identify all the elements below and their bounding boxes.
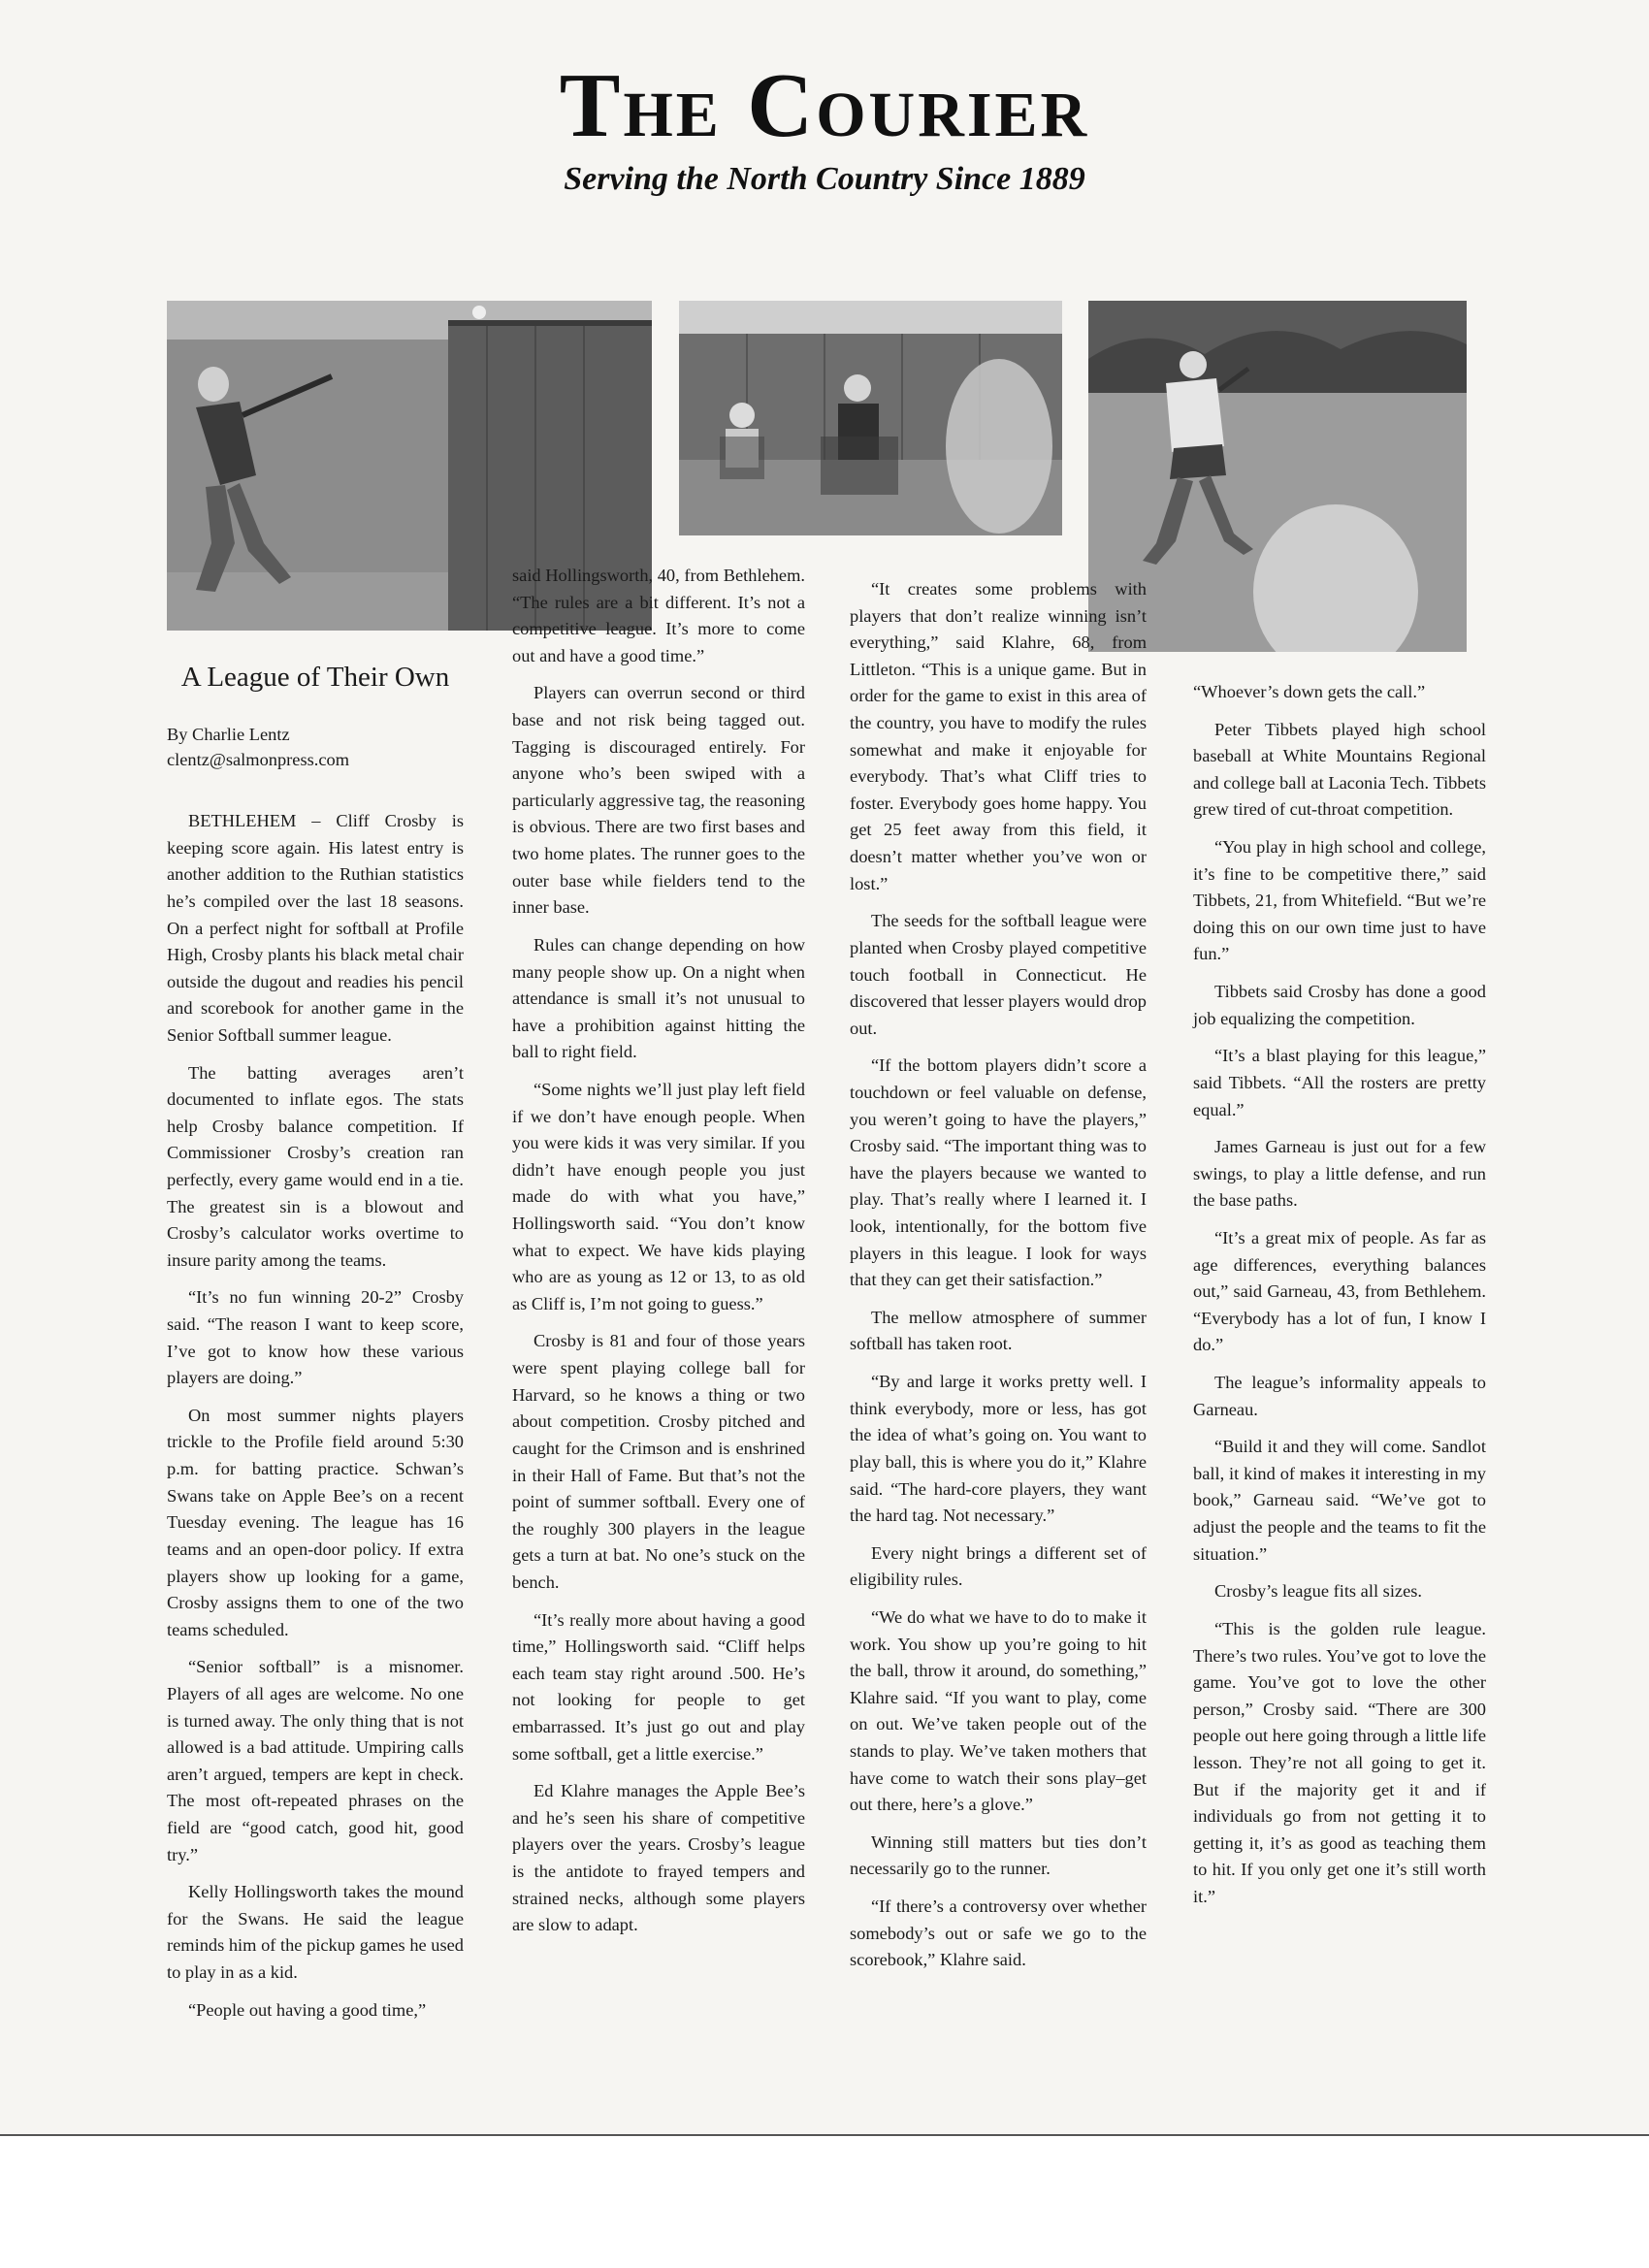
- article-paragraph: “If there’s a controversy over whether somebody’s out or safe we go to the scorebook,” Klahre said.: [850, 1896, 1147, 1970]
- article-paragraph: Crosby’s league fits all sizes.: [1214, 1581, 1423, 1602]
- article-paragraph: “Senior softball” is a misnomer. Players of all ages are welcome. No one is turned away. The only thing that is not allowed is a bad attitude. Umpiring calls aren’t argued, tempers are kept in check. The most oft-repeated phrases on the field are “good catch, good hit, good try.”: [167, 1657, 464, 1864]
- article-column-1: [167, 660, 464, 2034]
- article-column-3: [850, 576, 1147, 1985]
- article-paragraph: The mellow atmosphere of summer softball has taken root.: [850, 1307, 1147, 1354]
- article-author-email: clentz@salmonpress.com: [167, 750, 350, 770]
- article-paragraph: “This is the golden rule league. There’s two rules. You’ve got to love the game. You’ve got to love the other person,” Crosby said. “There are 300 people out here going through a little life lesson. They’re not all going to get it. But if the majority get it and if individuals go from not getting it to getting it, it’s as good as teaching them to hit. If you only get one it’s still worth it.”: [1193, 1618, 1486, 1906]
- article-paragraph: Every night brings a different set of eligibility rules.: [850, 1542, 1147, 1590]
- article-column-2: [512, 563, 805, 1950]
- article-paragraph: “By and large it works pretty well. I think everybody, more or less, has got the idea of what’s going on. You want to play ball, this is where you do it,” Klahre said. “The hard-core players, they want the hard tag. Not necessary.”: [850, 1372, 1147, 1526]
- column-body-1: [167, 808, 464, 2024]
- article-paragraph: BETHLEHEM – Cliff Crosby is keeping score again. His latest entry is another addition to the Ruthian statistics he’s compiled over the last 18 seasons. On a perfect night for softball at Profile High, Crosby plants his black metal chair outside the dugout and readies his pencil and scorebook for another game in the Senior Softball summer league.: [167, 811, 464, 1045]
- article-paragraph: Peter Tibbets played high school baseball at White Mountains Regional and college ball at Laconia Tech. Tibbets grew tired of cut-throat competition.: [1193, 719, 1486, 820]
- article-paragraph: “If the bottom players didn’t score a touchdown or feel valuable on defense, you weren’t going to have the players,” Crosby said. “The important thing was to have the players because we wanted to play. That’s really where I learned it. I look, intentionally, for the bottom five players in this league. I look for ways that they can get their satisfaction.”: [850, 1055, 1147, 1290]
- article-paragraph: Winning still matters but ties don’t necessarily go to the runner.: [850, 1831, 1147, 1879]
- article-paragraph: The batting averages aren’t documented to inflate egos. The stats help Crosby balance competition. If Commissioner Crosby’s creation ran perfectly, every game would end in a tie. The greatest sin is a blowout and Crosby’s calculator works overtime to insure parity among the teams.: [167, 1062, 464, 1270]
- masthead-tagline: Serving the North Country Since 1889: [564, 161, 1085, 197]
- article-headline: A League of Their Own: [180, 662, 450, 693]
- column-body-4: [1193, 679, 1486, 1911]
- article-paragraph: “It’s really more about having a good time,” Hollingsworth said. “Cliff helps each team stay right around .500. He’s not looking for people to get embarrassed. It’s just go out and play some softball, get a little exercise.”: [512, 1609, 805, 1764]
- article-paragraph: “We do what we have to do to make it work. You show up you’re going to hit the ball, throw it around, do something,” Klahre said. “If you want to play, come on out. We’ve taken people out of the stands to play. We’ve taken mothers that have come to watch their sons play–get out there, here’s a glove.”: [850, 1606, 1147, 1815]
- article-paragraph: Ed Klahre manages the Apple Bee’s and he’s seen his share of competitive players over the years. Crosby’s league is the antidote to frayed tempers and strained necks, although some players are slow to adapt.: [512, 1781, 805, 1935]
- article-paragraph: Rules can change depending on how many people show up. On a night when attendance is small it’s not unusual to have a prohibition against hitting the ball to right field.: [512, 934, 805, 1062]
- column-body-3: [850, 576, 1147, 1974]
- article-paragraph: Players can overrun second or third base and not risk being tagged out. Tagging is discouraged entirely. For anyone who’s been swiped with a particularly aggressive tag, the reasoning is obvious. There are two first bases and two home plates. The runner goes to the outer base while fielders tend to the inner base.: [512, 683, 805, 918]
- article-paragraph: Tibbets said Crosby has done a good job equalizing the competition.: [1193, 982, 1486, 1028]
- masthead: [0, 55, 1649, 198]
- article-paragraph: Crosby is 81 and four of those years were spent playing college ball for Harvard, so he knows a thing or two about competition. Crosby pitched and caught for the Crimson and is enshrined in their Hall of Fame. But that’s not the point of summer softball. Every one of the roughly 300 players in the league gets a turn at bat. No one’s stuck on the bench.: [512, 1331, 805, 1592]
- article-paragraph: “It’s a blast playing for this league,” said Tibbets. “All the rosters are pretty equal.”: [1193, 1046, 1486, 1119]
- article-paragraph: The seeds for the softball league were planted when Crosby played competitive touch football in Connecticut. He discovered that lesser players would drop out.: [850, 911, 1147, 1038]
- article-paragraph: “Some nights we’ll just play left field if we don’t have enough people. When you were kids it was very similar. If you didn’t have enough people you just made do with what you have,” Hollingsworth said. “You don’t know what to expect. We have kids playing who are as young as 12 or 13, to as old as Cliff is, I’m not going to guess.”: [512, 1079, 805, 1313]
- article-paragraph: “It’s a great mix of people. As far as age differences, everything balances out,” said Garneau, 43, from Bethlehem. “Everybody has a lot of fun, I know I do.”: [1193, 1227, 1486, 1355]
- photo-spectators: [679, 301, 1062, 535]
- article-paragraph: “It creates some problems with players that don’t realize winning isn’t everything,” said Klahre, 68, from Littleton. “This is a unique game. But in order for the game to exist in this area of the country, you have to modify the rules somewhat and make it enjoyable for everybody. That’s what Cliff tries to foster. Everybody goes home happy. You get 25 feet away from this field, it doesn’t matter whether you’ve won or lost.”: [850, 579, 1147, 893]
- article-paragraph: The league’s informality appeals to Garneau.: [1193, 1373, 1486, 1419]
- masthead-title: The Courier: [559, 55, 1090, 156]
- article-paragraph: “Build it and they will come. Sandlot ball, it kind of makes it interesting in my book,” Garneau said. “We’ve got to adjust the people and the teams to fit the situation.”: [1193, 1437, 1486, 1564]
- article-paragraph: On most summer nights players trickle to the Profile field around 5:30 p.m. for batting practice. Schwan’s Swans take on Apple Bee’s on a recent Tuesday evening. The league has 16 teams and an open-door policy. If extra players show up looking for a game, Crosby assigns them to one of the two teams scheduled.: [167, 1405, 464, 1639]
- article-paragraph: “Whoever’s down gets the call.”: [1193, 682, 1426, 701]
- article-byline: [167, 722, 464, 773]
- article-paragraph: “You play in high school and college, it’s fine to be competitive there,” said Tibbets, 21, from Whitefield. “But we’re doing this on our own time just to have fun.”: [1193, 837, 1486, 964]
- article-paragraph: said Hollingsworth, 40, from Bethlehem. “The rules are a bit different. It’s not a competitive league. It’s more to come out and have a good time.”: [512, 566, 805, 665]
- article-paragraph: “It’s no fun winning 20-2” Crosby said. “The reason I want to keep score, I’ve got to know how these various players are doing.”: [167, 1287, 464, 1388]
- article-paragraph: James Garneau is just out for a few swings, to play a little defense, and run the base paths.: [1193, 1137, 1486, 1211]
- article-column-4: [1193, 679, 1486, 1922]
- article-paragraph: Kelly Hollingsworth takes the mound for the Swans. He said the league reminds him of the pickup games he used to play in as a kid.: [167, 1882, 464, 1983]
- column-body-2: [512, 563, 805, 1939]
- article-paragraph: “People out having a good time,”: [188, 1999, 427, 2020]
- article-author: By Charlie Lentz: [167, 724, 290, 744]
